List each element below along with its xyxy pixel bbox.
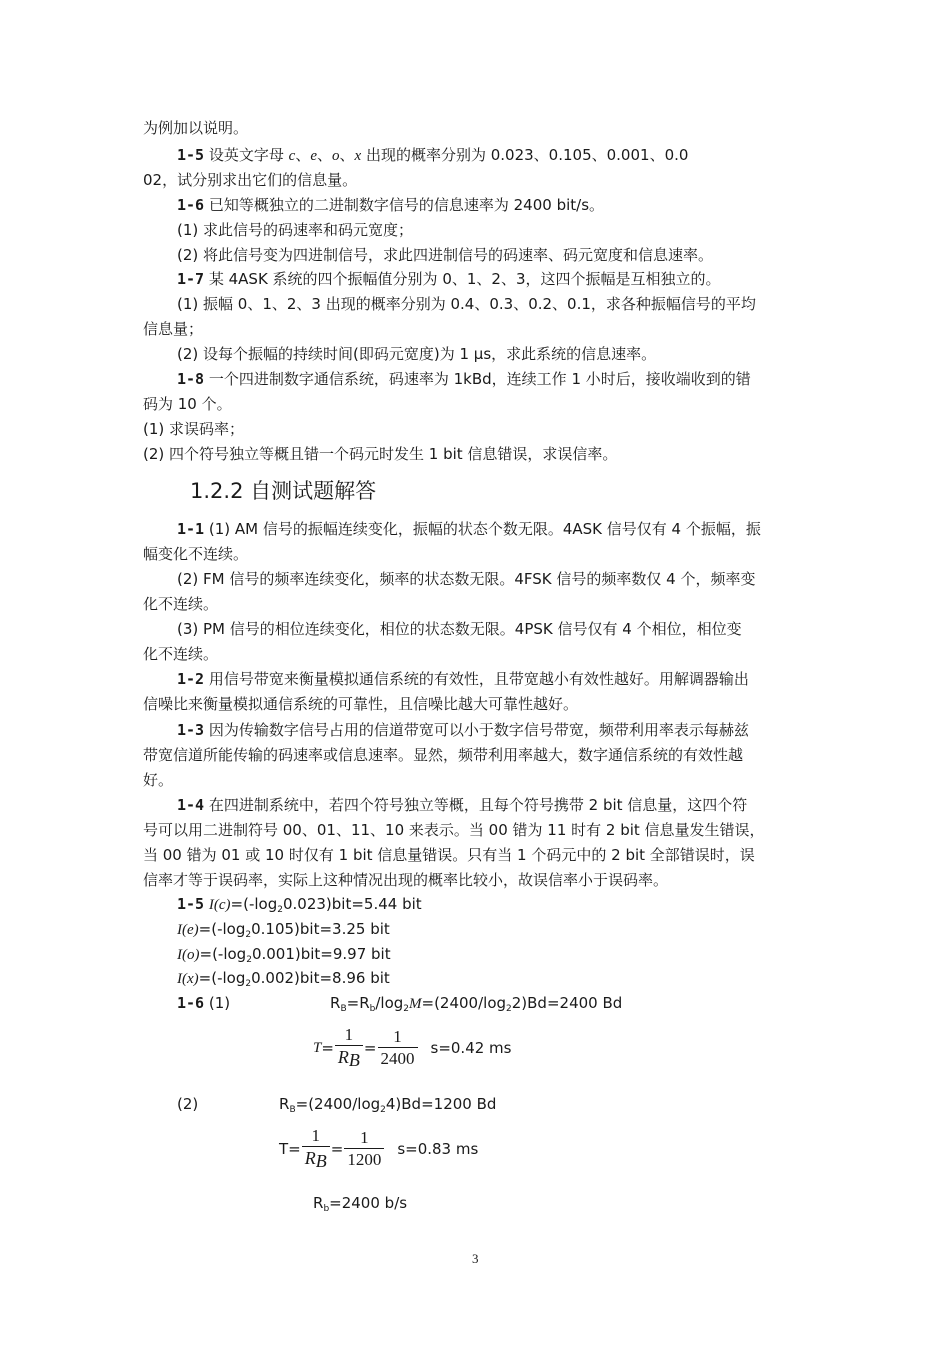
- answer-1-1: [177, 519, 847, 539]
- formula-part: =(2400/log: [295, 1095, 381, 1113]
- result-unit: s=0.42 ms: [430, 1039, 512, 1057]
- answer-1-5-line-x: [177, 968, 847, 994]
- formula-part: 4)Bd=1200 Bd: [385, 1095, 497, 1113]
- formula-part: R: [279, 1095, 290, 1113]
- question-1-6: [177, 195, 847, 215]
- text-run: 已知等概独立的二进制数字信号的信息速率为 2400 bit/s。: [204, 196, 605, 214]
- text-line: (2) FM 信号的频率连续变化，频率的状态数无限。4FSK 信号的频率数仅 4 个，频率变: [177, 570, 756, 588]
- text-line: 幅变化不连续。: [143, 545, 249, 563]
- denominator: [335, 1045, 363, 1071]
- baud-rate-formula-2: [279, 1094, 579, 1120]
- text-line: 信率才等于误码率，实际上这种情况出现的概率比较小，故误信率小于误码率。: [143, 871, 669, 889]
- numerator: 1: [311, 1126, 320, 1145]
- separator: 、: [317, 146, 333, 164]
- text-run: (1) AM 信号的振幅连续变化，振幅的状态个数无限。4ASK 信号仅有 4 个振幅，振: [204, 520, 761, 538]
- answer-1-4: [177, 795, 847, 815]
- subscript: B: [289, 1105, 296, 1115]
- formula-part: =2400 b/s: [329, 1194, 408, 1212]
- info-arg: (e): [182, 922, 199, 938]
- info-symbol: I: [208, 897, 214, 913]
- answer-1-3: [177, 720, 847, 740]
- text-line: (1) 振幅 0、1、2、3 出现的概率分别为 0.4、0.3、0.2、0.1，求各种振幅信号的平均: [177, 295, 756, 313]
- question-number: 1-8: [177, 370, 205, 388]
- subscript: 2: [245, 930, 252, 940]
- answer-number: 1-2: [177, 670, 205, 688]
- separator: 、: [295, 146, 311, 164]
- question-number: 1-7: [177, 270, 205, 288]
- info-arg: (o): [182, 947, 200, 963]
- fraction: [302, 1126, 330, 1172]
- fraction: [378, 1027, 418, 1070]
- text-run: 某 4ASK 系统的四个振幅值分别为 0、1、2、3，这四个振幅是互相独立的。: [204, 270, 721, 288]
- subscript: B: [315, 1151, 327, 1171]
- var-M: M: [409, 996, 422, 1012]
- subscript: b: [369, 1004, 376, 1014]
- text-line: 号可以用二进制符号 00、01、11、10 来表示。当 00 错为 11 时有 2 bit 信息量发生错误，: [143, 821, 765, 839]
- separator: 、: [339, 146, 355, 164]
- var-T: T: [313, 1039, 322, 1056]
- text-line: 化不连续。: [143, 595, 219, 613]
- fraction: [344, 1128, 384, 1171]
- text-line: 好。: [143, 771, 174, 789]
- text-run: 在四进制系统中，若四个符号独立等概，且每个符号携带 2 bit 信息量，这四个符: [204, 796, 748, 814]
- answer-1-5-line-c: [177, 894, 847, 920]
- denominator: 2400: [378, 1047, 418, 1070]
- symbol-width-formula-2: [279, 1126, 478, 1172]
- answer-number: 1-6: [177, 994, 205, 1012]
- text-line: (2) 设每个振幅的持续时间(即码元宽度)为 1 μs，求此系统的信息速率。: [177, 345, 657, 363]
- denominator: [302, 1146, 330, 1172]
- formula-part: =(-log: [198, 969, 246, 987]
- answer-1-2: [177, 669, 847, 689]
- info-arg: (c): [213, 897, 231, 913]
- text-run: 因为传输数字信号占用的信道带宽可以小于数字信号带宽，频带利用率表示每赫兹: [204, 721, 749, 739]
- part-label: (1): [204, 994, 231, 1012]
- text-line: 02，试分别求出它们的信息量。: [143, 171, 358, 189]
- subscript: 2: [380, 1105, 386, 1115]
- text-line: (2) 四个符号独立等概且错一个码元时发生 1 bit 信息错误，求误信率。: [143, 445, 618, 463]
- subscript: B: [348, 1050, 360, 1070]
- info-symbol: I: [177, 971, 182, 987]
- part-label: (2): [177, 1095, 199, 1113]
- var-c: c: [288, 148, 296, 164]
- var-x: x: [354, 148, 362, 164]
- fraction: [335, 1025, 363, 1071]
- info-symbol: I: [177, 922, 182, 938]
- text-line: 信噪比来衡量模拟通信系统的可靠性，且信噪比越大可靠性越好。: [143, 695, 579, 713]
- text-run: 设英文字母: [204, 146, 289, 164]
- section-heading: 1.2.2 自测试题解答: [190, 479, 377, 503]
- formula-part: 0.023)bit=5.44 bit: [282, 895, 422, 913]
- formula-part: 0.001)bit=9.97 bit: [251, 945, 391, 963]
- question-number: 1-6: [177, 196, 205, 214]
- answer-1-5-line-e: [177, 919, 847, 945]
- subscript: 2: [506, 1004, 512, 1014]
- info-arg: (x): [182, 971, 199, 987]
- formula-part: /log: [375, 994, 404, 1012]
- numerator: 1: [344, 1025, 354, 1044]
- equals: =: [330, 1140, 344, 1158]
- text-run: 出现的概率分别为 0.023、0.105、0.001、0.0: [361, 146, 689, 164]
- info-rate-result: [313, 1193, 513, 1219]
- equals: =: [363, 1039, 377, 1057]
- text-run: 用信号带宽来衡量模拟通信系统的有效性，且带宽越小有效性越好。用解调器输出: [204, 670, 749, 688]
- text-line: 码为 10 个。: [143, 395, 232, 413]
- formula-part: =R: [346, 994, 370, 1012]
- question-number: 1-5: [177, 146, 205, 164]
- text-line: 信息量；: [143, 320, 204, 338]
- subscript: 2: [403, 1004, 409, 1014]
- numerator: 1: [393, 1026, 402, 1046]
- answer-number: 1-1: [177, 520, 205, 538]
- denominator: 1200: [344, 1148, 384, 1171]
- formula-part: 0.105)bit=3.25 bit: [251, 920, 390, 938]
- info-symbol: I: [177, 947, 182, 963]
- result-unit: s=0.83 ms: [397, 1140, 479, 1158]
- question-1-8: [177, 369, 847, 389]
- equals: =: [321, 1039, 334, 1057]
- text-line: (3) PM 信号的相位连续变化，相位的状态数无限。4PSK 信号仅有 4 个相位，相位变: [177, 620, 742, 638]
- formula-part: =(-log: [198, 920, 246, 938]
- formula-part: =(2400/log: [421, 994, 507, 1012]
- text-line: 当 00 错为 01 或 10 时仅有 1 bit 信息量错误。只有当 1 个码元中的 2 bit 全部错误时，误: [143, 846, 755, 864]
- text-line: 带宽信道所能传输的码速率或信息速率。显然，频带利用率越大，数字通信系统的有效性越: [143, 746, 744, 764]
- text-line: 化不连续。: [143, 645, 219, 663]
- subscript: b: [323, 1204, 330, 1214]
- symbol-width-formula-1: [313, 1025, 511, 1071]
- answer-number: 1-4: [177, 796, 205, 814]
- subscript: 2: [277, 905, 283, 915]
- var-o: o: [332, 148, 340, 164]
- formula-part: =(-log: [199, 945, 247, 963]
- subscript: B: [340, 1004, 347, 1014]
- formula-part: 0.002)bit=8.96 bit: [251, 969, 390, 987]
- var-R: R: [337, 1047, 349, 1067]
- formula-part: T=: [279, 1140, 301, 1158]
- numerator: 1: [360, 1127, 369, 1147]
- question-1-5: [177, 145, 847, 166]
- baud-rate-formula-1: [330, 993, 630, 1019]
- formula-part: 2)Bd=2400 Bd: [511, 994, 623, 1012]
- subscript: 2: [246, 955, 252, 965]
- page-number: 3: [472, 1251, 479, 1266]
- formula-part: =(-log: [230, 895, 278, 913]
- text-line: (2) 将此信号变为四进制信号，求此四进制信号的码速率、码元宽度和信息速率。: [177, 246, 714, 264]
- answer-1-5-line-o: [177, 944, 847, 970]
- answer-number: 1-3: [177, 721, 205, 739]
- var-R: R: [304, 1148, 316, 1168]
- question-1-7: [177, 269, 847, 289]
- subscript: 2: [245, 979, 252, 989]
- text-run: 一个四进制数字通信系统，码速率为 1kBd，连续工作 1 小时后，接收端收到的错: [204, 370, 751, 388]
- formula-part: R: [330, 994, 341, 1012]
- text-line: 为例加以说明。: [143, 119, 249, 137]
- answer-number: 1-5: [177, 895, 205, 913]
- var-e: e: [310, 148, 317, 164]
- formula-part: R: [313, 1194, 324, 1212]
- text-line: (1) 求误码率；: [143, 420, 245, 438]
- text-line: (1) 求此信号的码速率和码元宽度；: [177, 221, 414, 239]
